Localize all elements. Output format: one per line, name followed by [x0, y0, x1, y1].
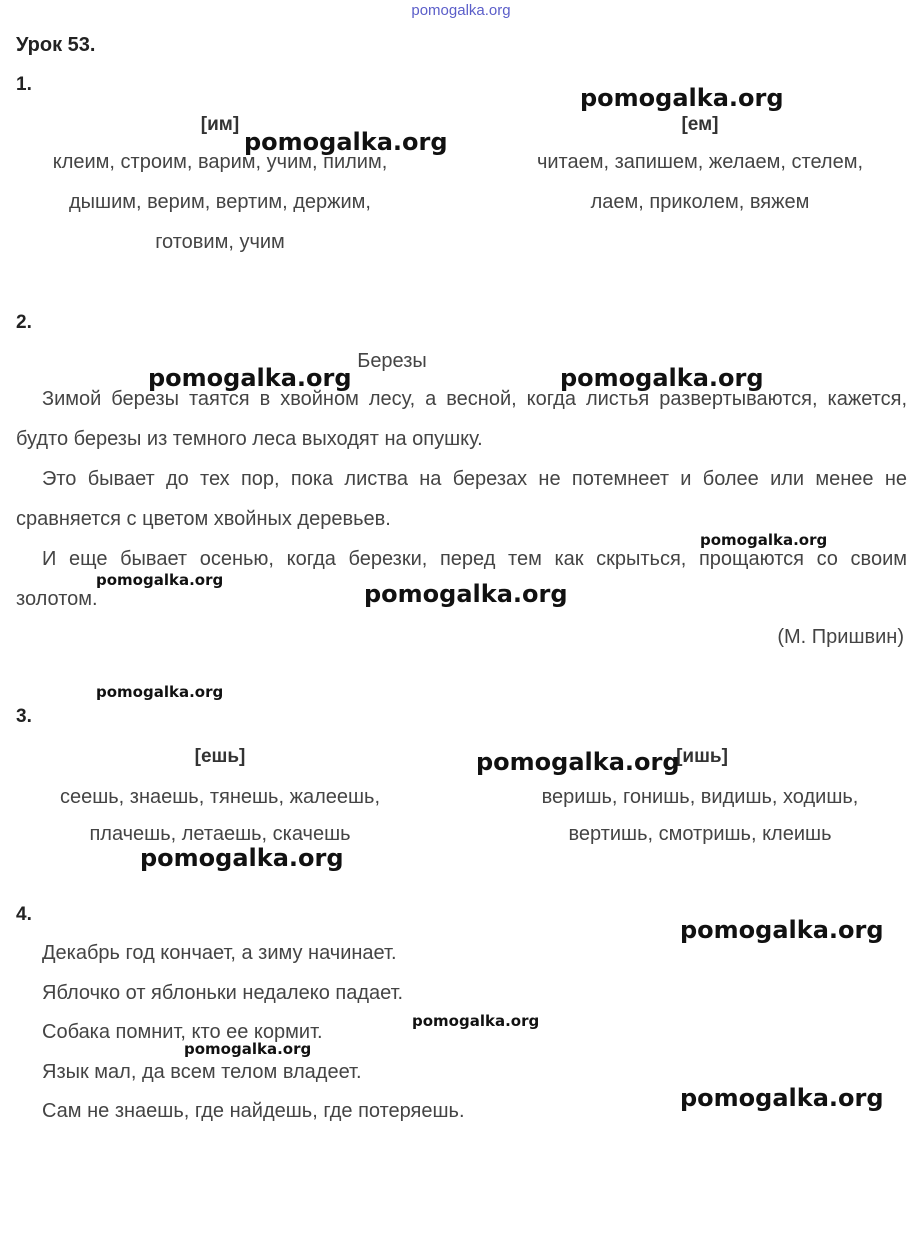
watermark: pomogalka.org: [580, 84, 784, 112]
task3-left-line: сеешь, знаешь, тянешь, жалеешь,: [59, 786, 381, 808]
lesson-title: Урок 53.: [16, 34, 96, 56]
watermark: pomogalka.org: [412, 1012, 540, 1030]
task1-right-label: [ем]: [681, 114, 719, 135]
watermark: pomogalka.org: [184, 1040, 312, 1058]
watermark: pomogalka.org: [96, 571, 224, 589]
watermark: pomogalka.org: [96, 683, 224, 701]
text-author: (М. Пришвин): [777, 626, 904, 648]
watermark: pomogalka.org: [680, 1084, 884, 1112]
task3-right-line: вертишь, смотришь, клеишь: [568, 823, 832, 845]
watermark: pomogalka.org: [364, 580, 568, 608]
task2-number: 2.: [16, 312, 32, 333]
proverb-line: Декабрь год кончает, а зиму начинает.: [42, 942, 397, 964]
task1-number: 1.: [16, 74, 32, 95]
task1-right-line: лаем, приколем, вяжем: [590, 191, 810, 213]
watermark: pomogalka.org: [700, 531, 828, 549]
text-paragraph-2: Это бывает до тех пор, пока листва на березах не потемнеет и более или менее не сравняется с цветом хвойных деревьев.: [16, 468, 907, 530]
task3-left-line: плачешь, летаешь, скачешь: [89, 823, 351, 845]
task1-left-line: готовим, учим: [155, 231, 285, 253]
proverb-line: Язык мал, да всем телом владеет.: [42, 1061, 362, 1083]
task1-right-line: читаем, запишем, желаем, стелем,: [536, 151, 864, 173]
text-paragraph-1: Зимой березы таятся в хвойном лесу, а весной, когда листья развертываются, кажется, будто березы из темного леса выходят на опушку.: [16, 388, 907, 450]
task3-right-label: [ишь]: [676, 746, 728, 767]
proverb-line: Собака помнит, кто ее кормит.: [42, 1021, 323, 1043]
proverb-line: Яблочко от яблоньки недалеко падает.: [42, 982, 404, 1004]
task4-number: 4.: [16, 904, 32, 925]
task1-left-label: [им]: [200, 114, 240, 135]
watermark: pomogalka.org: [680, 916, 884, 944]
task3-number: 3.: [16, 706, 32, 727]
proverb-line: Сам не знаешь, где найдешь, где потеряешь.: [42, 1100, 465, 1122]
text-paragraph-3: И еще бывает осенью, когда березки, перед тем как скрыться, прощаются со своим золотом.: [16, 548, 907, 610]
watermark: pomogalka.org: [148, 364, 352, 392]
task3-left-label: [ешь]: [194, 746, 246, 767]
top-watermark: pomogalka.org: [411, 2, 511, 19]
watermark: pomogalka.org: [244, 128, 448, 156]
text-title: Березы: [357, 350, 427, 372]
watermark: pomogalka.org: [140, 844, 344, 872]
task1-left-line: дышим, верим, вертим, держим,: [69, 191, 371, 213]
task3-right-line: веришь, гонишь, видишь, ходишь,: [541, 786, 859, 808]
watermark: pomogalka.org: [476, 748, 680, 776]
task1-left-line: клеим, строим, варим, учим, пилим,: [52, 151, 388, 173]
watermark: pomogalka.org: [560, 364, 764, 392]
